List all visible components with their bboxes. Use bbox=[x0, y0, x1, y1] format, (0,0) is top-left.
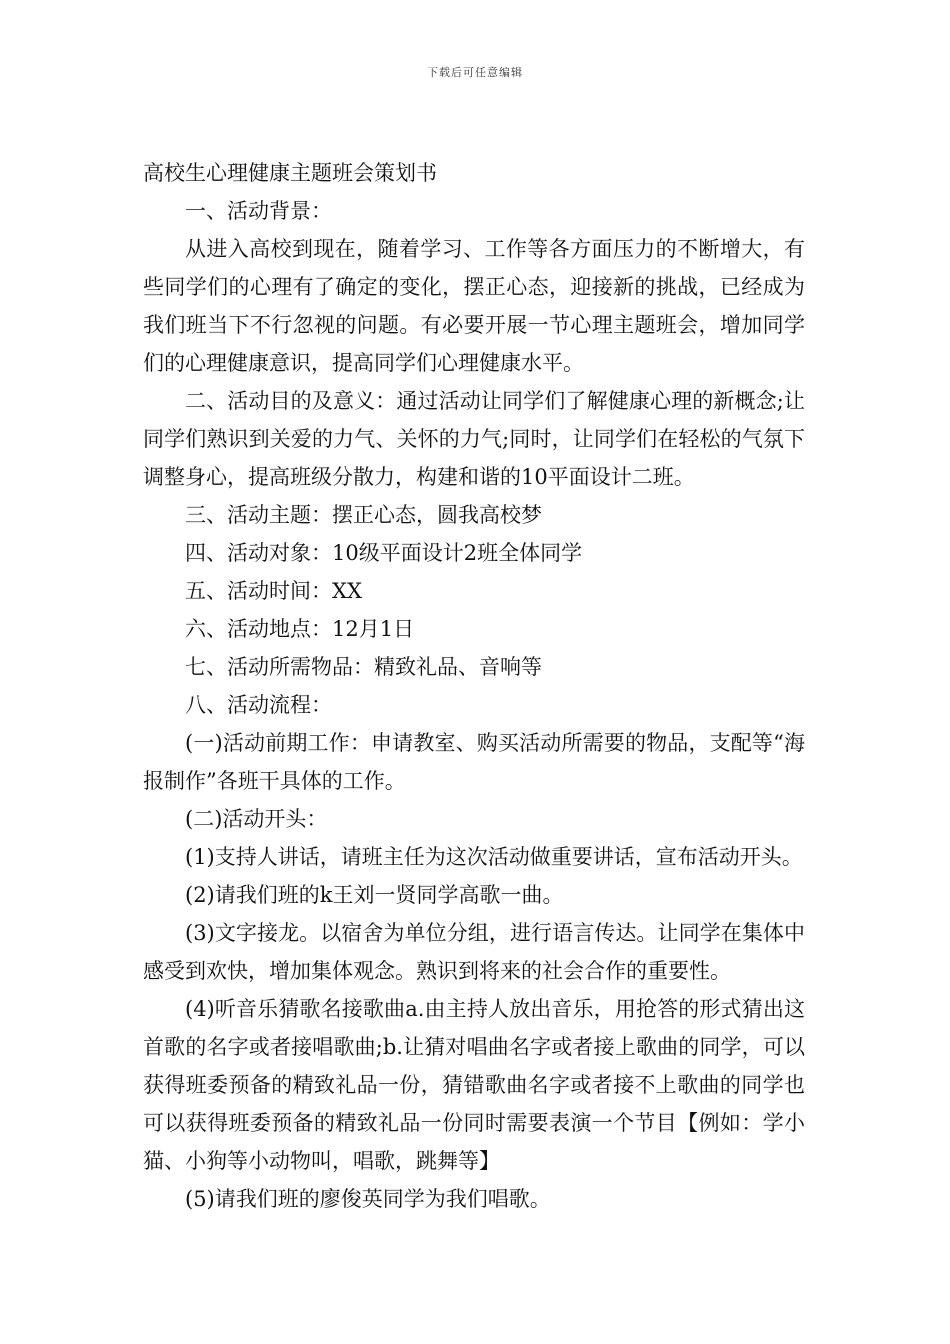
process-preparation: (一)活动前期工作：申请教室、购买活动所需要的物品，支配等“海报制作”各班干具体的工作。 bbox=[143, 731, 805, 793]
section-time: 五、活动时间：XX bbox=[185, 579, 362, 603]
process-start-heading: (二)活动开头： bbox=[185, 807, 328, 831]
section-location: 六、活动地点：12月1日 bbox=[185, 617, 415, 641]
section-audience: 四、活动对象：10级平面设计2班全体同学 bbox=[185, 541, 583, 565]
section-process-heading: 八、活动流程： bbox=[185, 693, 332, 717]
section-theme: 三、活动主题：摆正心态，圆我高校梦 bbox=[185, 503, 542, 527]
page-header-note: 下载后可任意编辑 bbox=[427, 66, 523, 79]
process-step-1: (1)支持人讲话，请班主任为这次活动做重要讲话，宣布活动开头。 bbox=[185, 845, 803, 869]
document-title: 高校生心理健康主题班会策划书 bbox=[143, 161, 437, 185]
process-step-5: (5)请我们班的廖俊英同学为我们唱歌。 bbox=[185, 1187, 551, 1211]
section-purpose: 二、活动目的及意义：通过活动让同学们了解健康心理的新概念;让同学们熟识到关爱的力气、关怀的力气;同时，让同学们在轻松的气氛下调整身心，提高班级分散力，构建和谐的10平面设计二班。 bbox=[143, 389, 805, 489]
process-step-2: (2)请我们班的k王刘一贤同学高歌一曲。 bbox=[185, 883, 564, 907]
section-background-heading: 一、活动背景： bbox=[185, 199, 332, 223]
document-body bbox=[143, 154, 805, 1218]
process-step-4: (4)听音乐猜歌名接歌曲a.由主持人放出音乐，用抢答的形式猜出这首歌的名字或者接唱歌曲;b.让猜对唱曲名字或者接上歌曲的同学，可以获得班委预备的精致礼品一份，猜错歌曲名字或者接不上歌曲的同学也可以获得班委预备的精致礼品一份同时需要表演一个节目【例如：学小猫、小狗等小动物叫，唱歌，跳舞等】 bbox=[143, 997, 805, 1173]
section-materials: 七、活动所需物品：精致礼品、音响等 bbox=[185, 655, 542, 679]
section-background-text: 从进入高校到现在，随着学习、工作等各方面压力的不断增大，有些同学们的心理有了确定的变化，摆正心态，迎接新的挑战，已经成为我们班当下不行忽视的问题。有必要开展一节心理主题班会，增加同学们的心理健康意识，提高同学们心理健康水平。 bbox=[143, 237, 805, 375]
process-step-3: (3)文字接龙。以宿舍为单位分组，进行语言传达。让同学在集体中感受到欢快，增加集体观念。熟识到将来的社会合作的重要性。 bbox=[143, 921, 805, 983]
